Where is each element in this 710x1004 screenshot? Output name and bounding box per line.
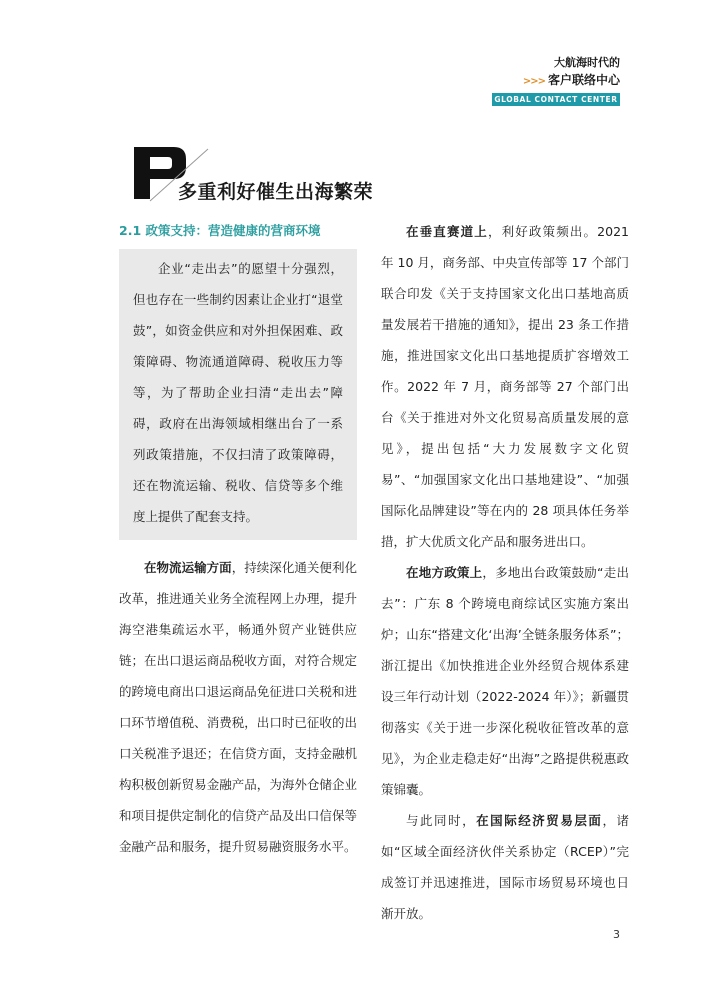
international-prefix: 与此同时， [406,813,477,828]
vertical-paragraph [381,216,629,557]
arrows-icon: >>> [522,76,545,87]
international-body: ，诸如“区域全面经济伙伴关系协定（RCEP）”完成签订并迅速推进，国际市场贸易环境也日渐开放。 [381,813,629,921]
section-heading: 2.1 政策支持：营造健康的营商环境 [119,223,321,238]
page-number: 3 [613,928,620,941]
local-policy-body: ，多地出台政策鼓励“走出去”：广东 8 个跨境电商综试区实施方案出炉；山东“搭建文化‘出海’全链条服务体系”；浙江提出《加快推进企业外经贸合规体系建设三年行动计划（2022-2024 年）》；新疆贯彻落实《关于进一步深化税收征管改革的意见》，为企业走稳走好“出海”之路提供税惠政策锦囊。 [381,565,629,797]
brand-english-bar: GLOBAL CONTACT CENTER [492,93,620,106]
callout-box: 企业“走出去”的愿望十分强烈，但也存在一些制约因素让企业打“退堂鼓”，如资金供应和对外担保困难、政策障碍、物流通道障碍、税收压力等等，为了帮助企业扫清“走出去”障碍，政府在出海领域相继出台了一系列政策措施，不仅扫清了政策障碍，还在物流运输、税收、信贷等多个维度上提供了配套支持。 [119,249,357,540]
vertical-lead: 在垂直赛道上 [406,224,488,239]
vertical-body: ，利好政策频出。2021 年 10 月，商务部、中央宣传部等 17 个部门联合印发《关于支持国家文化出口基地高质量发展若干措施的通知》，提出 23 条工作措施，推进国家文化出口基地提质扩容增效工作。2022 年 7 月，商务部等 27 个部门出台《关于推进对外文化贸易高质量发展的意见》，提出包括“大力发展数字文化贸易”、“加强国家文化出口基地建设”、“加强国际化品牌建设”等在内的 28 项具体任务举措，扩大优质文化产品和服务进出口。 [381,224,629,549]
local-policy-paragraph [381,557,629,805]
logistics-lead: 在物流运输方面 [144,560,232,575]
international-paragraph [381,805,629,929]
brand-name [480,72,620,90]
left-column [119,216,357,862]
brand-name-text: 客户联络中心 [547,73,620,87]
right-column [381,216,629,929]
brand-header [480,56,620,106]
international-lead: 在国际经济贸易层面 [476,813,603,828]
local-policy-lead: 在地方政策上 [406,565,483,580]
chapter-header [128,143,548,203]
chapter-title: 多重利好催生出海繁荣 [178,181,374,203]
logistics-paragraph [119,552,357,862]
logistics-body: ，持续深化通关便利化改革，推进通关业务全流程网上办理，提升海空港集疏运水平，畅通外贸产业链供应链；在出口退运商品税收方面，对符合规定的跨境电商出口退运商品免征进口关税和进口环节增值税、消费税，出口时已征收的出口关税准予退还；在信贷方面，支持金融机构积极创新贸易金融产品，为海外仓储企业和项目提供定制化的信贷产品及出口信保等金融产品和服务，提升贸易融资服务水平。 [119,560,357,854]
brand-tagline: 大航海时代的 [554,56,620,69]
